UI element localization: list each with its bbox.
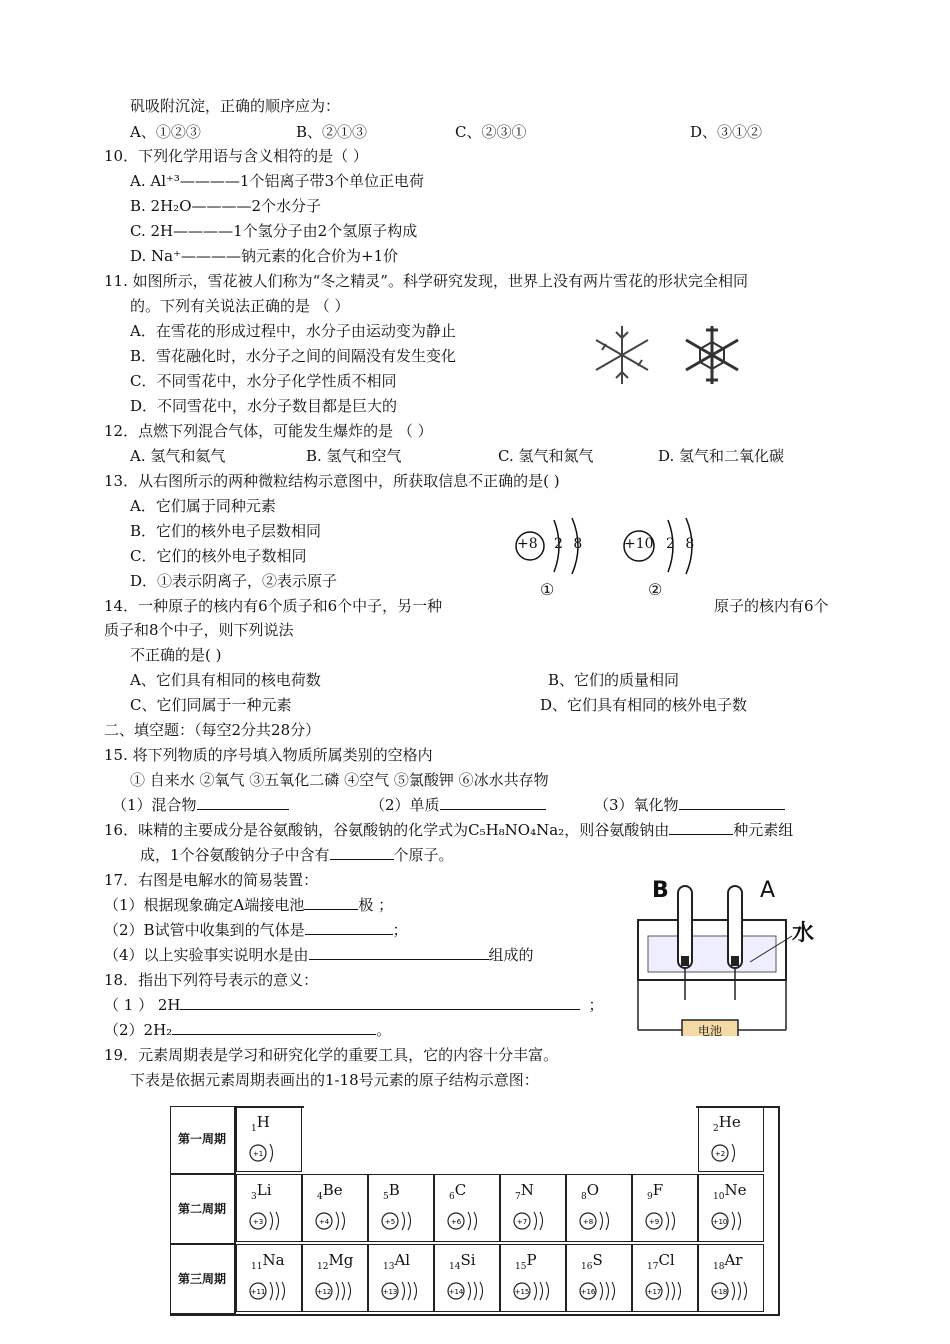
atomic-number: 7 [515, 1192, 521, 1202]
answer-blank[interactable] [197, 795, 289, 810]
answer-blank[interactable] [304, 895, 358, 910]
answer-blank[interactable] [330, 845, 394, 860]
option-c: C．不同雪花中，水分子化学性质不相同 [130, 372, 397, 390]
element-symbol [383, 1181, 400, 1202]
nucleus-charge: +16 [580, 1288, 596, 1296]
symbol-text: H [256, 1113, 270, 1131]
atomic-number: 18 [713, 1262, 725, 1272]
nucleus-charge: +5 [384, 1218, 396, 1226]
atomic-number: 1 [251, 1124, 257, 1134]
atom-structure-icon [381, 1277, 431, 1305]
element-symbol [713, 1181, 746, 1202]
element-symbol [251, 1113, 270, 1134]
element-cell-c [434, 1174, 500, 1242]
answer-blank[interactable] [440, 795, 546, 810]
element-symbol [647, 1181, 663, 1202]
element-cell-s [566, 1244, 632, 1312]
electron-shells: 2 8 [554, 536, 586, 552]
fill-blank-element: （2）单质 [370, 795, 546, 815]
question-18: 18．指出下列符号表示的意义： [104, 971, 319, 989]
nucleus-charge: +2 [714, 1150, 726, 1158]
element-cell-h [236, 1106, 302, 1172]
atomic-number: 11 [251, 1262, 263, 1272]
atomic-number: 14 [449, 1262, 461, 1272]
atom-structure-icon [447, 1207, 497, 1235]
nucleus-charge: +11 [250, 1288, 266, 1296]
symbol-text: Mg [328, 1251, 354, 1269]
element-cell-he [698, 1106, 764, 1172]
nucleus-charge: +10 [712, 1218, 728, 1226]
nucleus-charge: +3 [252, 1218, 264, 1226]
nucleus-charge: +18 [712, 1288, 728, 1296]
option-a: A、①②③ [130, 123, 201, 141]
nucleus-charge: +6 [450, 1218, 462, 1226]
element-cell-si [434, 1244, 500, 1312]
answer-blank[interactable] [180, 995, 580, 1010]
atom-structure-icon [579, 1207, 629, 1235]
answer-blank[interactable] [679, 795, 785, 810]
symbol-text: F [652, 1181, 664, 1199]
question-18-1: （ 1 ） 2H ； [104, 996, 604, 1014]
atomic-number: 12 [317, 1262, 329, 1272]
element-cell-p [500, 1244, 566, 1312]
section-heading: 二、填空题：（每空2分共28分） [104, 721, 321, 739]
option-b: B．雪花融化时，水分子之间的间隔没有发生变化 [130, 347, 457, 365]
question-19-cont: 下表是依据元素周期表画出的1-18号元素的原子结构示意图： [130, 1071, 539, 1089]
element-symbol [581, 1251, 603, 1272]
question-11-cont: 的。下列有关说法正确的是 （ ） [130, 297, 350, 315]
fill-blank-mixture: （1）混合物 [112, 795, 289, 815]
option-a: A. Al⁺³————1个铝离子带3个单位正电荷 [130, 172, 425, 190]
snowflake-figure [582, 322, 662, 388]
diagram-label: ① [540, 580, 555, 599]
symbol-text: N [520, 1181, 534, 1199]
element-cell-li [236, 1174, 302, 1242]
symbol-text: Li [256, 1181, 272, 1199]
tube-label-b: B [652, 878, 669, 903]
nucleus-charge: +4 [318, 1218, 330, 1226]
snowflake-figure [672, 322, 752, 388]
question-14-cont: 不正确的是( ) [130, 646, 222, 664]
water-label: 水 [792, 920, 815, 946]
question-12: 12．点燃下列混合气体，可能发生爆炸的是 （ ） [104, 422, 433, 440]
symbol-text: Be [322, 1181, 343, 1199]
option-c: C、它们同属于一种元素 [130, 696, 292, 714]
row-label: 第二周期 [177, 1202, 226, 1216]
option-d: D．①表示阴离子，②表示原子 [130, 572, 338, 590]
atom-structure-icon [711, 1139, 761, 1167]
atomic-number: 5 [383, 1192, 389, 1202]
nucleus-charge: +13 [382, 1288, 398, 1296]
option-a: A．它们属于同种元素 [130, 497, 276, 515]
question-10: 10．下列化学用语与含义相符的是（ ） [104, 147, 368, 165]
option-a: A、它们具有相同的核电荷数 [130, 671, 321, 689]
atomic-number: 17 [647, 1262, 659, 1272]
element-cell-n [500, 1174, 566, 1242]
atom-structure-icon [579, 1277, 629, 1305]
question-15: 15. 将下列物质的序号填入物质所属类别的空格内 [104, 746, 433, 764]
nucleus-charge: +8 [582, 1218, 594, 1226]
element-symbol [515, 1181, 534, 1202]
symbol-text: Ne [724, 1181, 747, 1199]
atom-structure-icon [315, 1277, 365, 1305]
symbol-text: B [388, 1181, 400, 1199]
option-a: A. 氢气和氦气 [130, 447, 226, 465]
atom-structure-icon [249, 1207, 299, 1235]
element-symbol [449, 1181, 466, 1202]
atomic-number: 16 [581, 1262, 593, 1272]
element-cell-na [236, 1244, 302, 1312]
option-d: D. Na⁺————钠元素的化合价为+1价 [130, 247, 399, 265]
element-symbol [647, 1251, 675, 1272]
battery-label: 电池 [698, 1024, 723, 1038]
question-18-2: （2）2H₂ 。 [104, 1021, 392, 1039]
element-cell-be [302, 1174, 368, 1242]
element-symbol [515, 1251, 537, 1272]
row-label: 第三周期 [177, 1272, 226, 1286]
question-14-cont: 原子的核内有6个 [714, 597, 829, 615]
atom-structure-icon [711, 1277, 761, 1305]
question-17-2: （2）B试管中收集到的气体是 ； [104, 921, 408, 939]
electron-shells: 2 8 [666, 536, 698, 552]
fill-blank-oxide: （3）氧化物 [594, 795, 785, 815]
element-symbol [581, 1181, 599, 1202]
atom-structure-icon [645, 1207, 695, 1235]
nucleus-charge: +9 [648, 1218, 660, 1226]
row-label: 第一周期 [177, 1132, 226, 1146]
answer-blank[interactable] [309, 945, 489, 960]
element-symbol [251, 1251, 285, 1272]
question-11: 11. 如图所示，雪花被人们称为“冬之精灵”。科学研究发现，世界上没有两片雪花的形状完全相同 [104, 272, 748, 290]
atom-structure-icon [711, 1207, 761, 1235]
atomic-number: 10 [713, 1192, 725, 1202]
nucleus-charge: +1 [252, 1150, 264, 1158]
option-d: D、③①② [690, 123, 763, 141]
question-14-cont: 质子和8个中子，则下列说法 [104, 621, 294, 639]
element-cell-b [368, 1174, 434, 1242]
periodic-table [170, 1100, 780, 1315]
nucleus-charge: +8 [517, 536, 538, 552]
option-c: C．它们的核外电子数相同 [130, 547, 307, 565]
option-b: B、它们的质量相同 [548, 671, 680, 689]
question-17-1: （1）根据现象确定A端接电池 极 ； [104, 896, 394, 914]
option-c: C、②③① [455, 123, 527, 141]
atomic-number: 8 [581, 1192, 587, 1202]
electrolysis-apparatus [632, 876, 818, 1036]
element-cell-mg [302, 1244, 368, 1312]
element-symbol [317, 1181, 343, 1202]
answer-blank[interactable] [172, 1020, 376, 1035]
nucleus-charge: +17 [646, 1288, 662, 1296]
symbol-text: Si [460, 1251, 476, 1269]
text-line: 矾吸附沉淀，正确的顺序应为： [130, 97, 341, 115]
atom-structure-icon [315, 1207, 365, 1235]
atom-structure-icon [381, 1207, 431, 1235]
nucleus-charge: +10 [624, 536, 654, 552]
symbol-text: Al [394, 1251, 411, 1269]
ion-diagram-1 [514, 514, 624, 602]
atom-structure-icon [513, 1277, 563, 1305]
question-17: 17．右图是电解水的简易装置： [104, 871, 319, 889]
symbol-text: Cl [658, 1251, 675, 1269]
symbol-text: C [454, 1181, 467, 1199]
element-symbol [317, 1251, 353, 1272]
nucleus-charge: +12 [316, 1288, 332, 1296]
question-16-cont: 成，1个谷氨酸钠分子中含有 个原子。 [140, 846, 454, 864]
atom-structure-icon [249, 1277, 299, 1305]
symbol-text: S [592, 1251, 603, 1269]
atomic-number: 13 [383, 1262, 395, 1272]
ion-diagram-2 [622, 514, 732, 602]
atomic-number: 9 [647, 1192, 653, 1202]
atom-structure-icon [513, 1207, 563, 1235]
atomic-number: 6 [449, 1192, 455, 1202]
question-14: 14．一种原子的核内有6个质子和6个中子，另一种 [104, 597, 443, 615]
element-symbol [713, 1251, 742, 1272]
question-19: 19．元素周期表是学习和研究化学的重要工具，它的内容十分丰富。 [104, 1046, 559, 1064]
option-d: D．不同雪花中，水分子数目都是巨大的 [130, 397, 398, 415]
question-17-4: （4）以上实验事实说明水是由 组成的 [104, 946, 534, 964]
option-c: C. 2H————1个氢分子由2个氢原子构成 [130, 222, 418, 240]
option-b: B．它们的核外电子层数相同 [130, 522, 322, 540]
atom-structure-icon [447, 1277, 497, 1305]
element-cell-al [368, 1244, 434, 1312]
atomic-number: 4 [317, 1192, 323, 1202]
option-d: D. 氢气和二氧化碳 [658, 447, 785, 465]
question-16: 16．味精的主要成分是谷氨酸钠，谷氨酸钠的化学式为C₅H₈NO₄Na₂，则谷氨酸钠由 种元素组 [104, 821, 794, 839]
answer-blank[interactable] [305, 920, 393, 935]
nucleus-charge: +7 [516, 1218, 528, 1226]
element-symbol [251, 1181, 272, 1202]
element-cell-o [566, 1174, 632, 1242]
answer-blank[interactable] [669, 820, 733, 835]
atomic-number: 3 [251, 1192, 257, 1202]
symbol-text: O [586, 1181, 600, 1199]
option-a: A．在雪花的形成过程中，水分子由运动变为静止 [130, 322, 456, 340]
symbol-text: Na [262, 1251, 285, 1269]
element-symbol [713, 1113, 741, 1134]
nucleus-charge: +14 [448, 1288, 464, 1296]
atomic-number: 15 [515, 1262, 527, 1272]
option-b: B. 2H₂O————2个水分子 [130, 197, 322, 215]
atom-structure-icon [249, 1139, 299, 1167]
option-d: D、它们具有相同的核外电子数 [540, 696, 748, 714]
option-b: B. 氢气和空气 [306, 447, 402, 465]
diagram-label: ② [648, 580, 663, 599]
element-symbol [449, 1251, 476, 1272]
substance-list: ① 自来水 ②氧气 ③五氧化二磷 ④空气 ⑤氯酸钾 ⑥冰水共存物 [130, 771, 549, 789]
option-b: B、②①③ [296, 123, 368, 141]
element-cell-f [632, 1174, 698, 1242]
question-13: 13．从右图所示的两种微粒结构示意图中，所获取信息不正确的是( ) [104, 472, 560, 490]
element-symbol [383, 1251, 410, 1272]
nucleus-charge: +15 [514, 1288, 530, 1296]
symbol-text: Ar [724, 1251, 743, 1269]
symbol-text: He [718, 1113, 741, 1131]
element-cell-cl [632, 1244, 698, 1312]
atomic-number: 2 [713, 1124, 719, 1134]
symbol-text: P [526, 1251, 537, 1269]
tube-label-a: A [760, 878, 776, 903]
element-cell-ne [698, 1174, 764, 1242]
element-cell-ar [698, 1244, 764, 1312]
atom-structure-icon [645, 1277, 695, 1305]
option-c: C. 氢气和氮气 [498, 447, 594, 465]
